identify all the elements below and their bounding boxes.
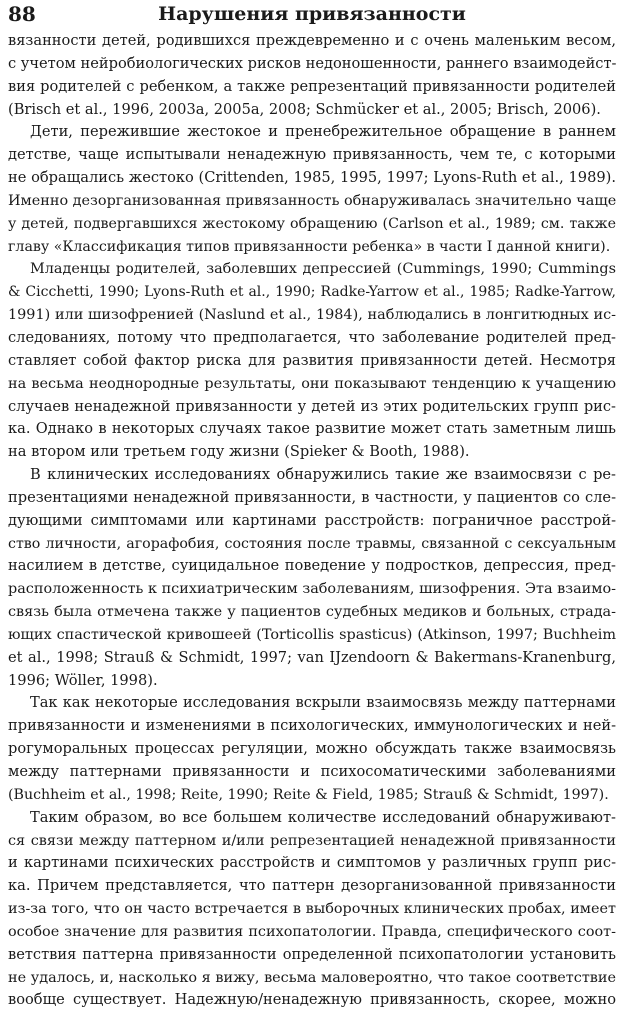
body-text xyxy=(8,30,616,1012)
text-line: из-за того, что он часто встречается в выборочных клинических пробах, имеет xyxy=(8,901,616,918)
text-line: рогуморальных процессах регуляции, можно обсуждать также взаимосвязь xyxy=(8,740,616,758)
text-line: следованиях, потому что предполагается, что заболевание родителей пред- xyxy=(8,328,616,346)
paragraph xyxy=(8,30,616,121)
text-line: на втором или третьем году жизни (Spieker & Booth, 1988). xyxy=(8,443,470,461)
text-line: вязанности детей, родившихся преждевременно и с очень маленьким весом, xyxy=(8,32,616,49)
text-line: на весьма неоднородные результаты, они показывают тенденцию к учащению xyxy=(8,375,616,392)
text-line: 1996; Wöller, 1998). xyxy=(8,671,158,689)
text-line: между паттернами привязанности и психосоматическими заболеваниями xyxy=(8,763,616,780)
text-line: В клинических исследованиях обнаружились такие же взаимосвязи с ре- xyxy=(30,466,616,484)
paragraph xyxy=(8,258,616,464)
page-number: 88 xyxy=(8,2,36,26)
text-line: ставляет собой фактор риска для развития привязанности детей. Несмотря xyxy=(8,351,616,369)
text-line: не обращались жестоко (Crittenden, 1985, 1995, 1997; Lyons-Ruth et al., 1989). xyxy=(8,169,616,187)
text-line: главу «Классификация типов привязанности ребенка» в части I данной книги). xyxy=(8,238,611,255)
text-line: и картинами психических расстройств и симптомов у различных групп рис- xyxy=(8,854,616,872)
text-line: Именно дезорганизованная привязанность обнаруживалась значительно чаще xyxy=(8,192,616,209)
text-line: детстве, чаще испытывали ненадежную привязанность, чем те, с которыми xyxy=(8,146,616,164)
text-line: Таким образом, во все большем количестве исследований обнаруживают- xyxy=(30,808,616,826)
running-title: Нарушения привязанности xyxy=(158,3,466,25)
paragraph xyxy=(8,692,616,806)
text-line: et al., 1998; Strauß & Schmidt, 1997; van IJzendoorn & Bakermans-Kranenburg, xyxy=(8,648,616,666)
page-header xyxy=(8,0,616,30)
text-line: у детей, подвергавшихся жестокому обращению (Carlson et al., 1989; см. также xyxy=(8,215,616,232)
text-line: с учетом нейробиологических рисков недоношенности, раннего взаимодейст- xyxy=(8,54,616,72)
text-line: ство личности, агорафобия, состояния после травмы, связанной с сексуальным xyxy=(8,535,616,552)
text-line: (Buchheim et al., 1998; Reite, 1990; Reite & Field, 1985; Strauß & Schmidt, 1997). xyxy=(8,786,609,803)
text-line: 1991) или шизофренией (Naslund et al., 1984), наблюдались в лонгитюдных ис- xyxy=(8,307,616,324)
text-line: ветствия паттерна привязанности определенной психопатологии установить xyxy=(8,945,616,963)
paragraph xyxy=(8,807,616,1012)
text-line: дующими симптомами или картинами расстройств: пограничное расстрой- xyxy=(8,511,616,529)
text-line: не удалось, и, насколько я вижу, весьма маловероятно, что такое соответствие xyxy=(8,969,616,986)
text-line: презентациями ненадежной привязанности, в частности, у пациентов со сле- xyxy=(8,488,616,506)
text-line: ка. Причем представляется, что паттерн дезорганизованной привязанности xyxy=(8,877,616,895)
text-line: случаев ненадежной привязанности у детей из этих родительских групп рис- xyxy=(8,397,616,415)
text-line: вия родителей с ребенком, а также репрезентаций привязанности родителей xyxy=(8,77,616,95)
text-line: & Cicchetti, 1990; Lyons-Ruth et al., 1990; Radke-Yarrow et al., 1985; Radke-Yarrow, xyxy=(8,284,616,301)
text-line: Дети, пережившие жестокое и пренебрежительное обращение в раннем xyxy=(30,123,616,141)
text-line: связь была отмечена также у пациентов судебных медиков и больных, страда- xyxy=(8,604,616,621)
paragraph xyxy=(8,121,616,258)
paragraph xyxy=(8,464,616,692)
text-line: Так как некоторые исследования вскрыли взаимосвязь между паттернами xyxy=(30,694,616,712)
text-line: ющих спастической кривошеей (Torticollis spasticus) (Atkinson, 1997; Buchheim xyxy=(8,626,616,643)
text-line: расположенность к психиатрическим заболеваниям, шизофрения. Эта взаимо- xyxy=(8,581,616,598)
text-line: насилием в детстве, суицидальное поведение у подростков, депрессия, пред- xyxy=(8,557,616,575)
text-line: особое значение для развития психопатологии. Правда, специфического соот- xyxy=(8,923,616,940)
text-line: (Brisch et al., 1996, 2003a, 2005a, 2008; Schmücker et al., 2005; Brisch, 2006). xyxy=(8,100,601,118)
text-line: Младенцы родителей, заболевших депрессией (Cummings, 1990; Cummings xyxy=(30,261,616,278)
text-line: ка. Однако в некоторых случаях такое развитие может стать заметным лишь xyxy=(8,420,616,438)
text-line: ся связи между паттерном и/или репрезентацией ненадежной привязанности xyxy=(8,832,616,849)
text-line: привязанности и изменениями в психологических, иммунологических и ней- xyxy=(8,717,616,735)
text-line: вообще существует. Надежную/ненадежную привязанность, скорее, можно xyxy=(8,991,616,1009)
